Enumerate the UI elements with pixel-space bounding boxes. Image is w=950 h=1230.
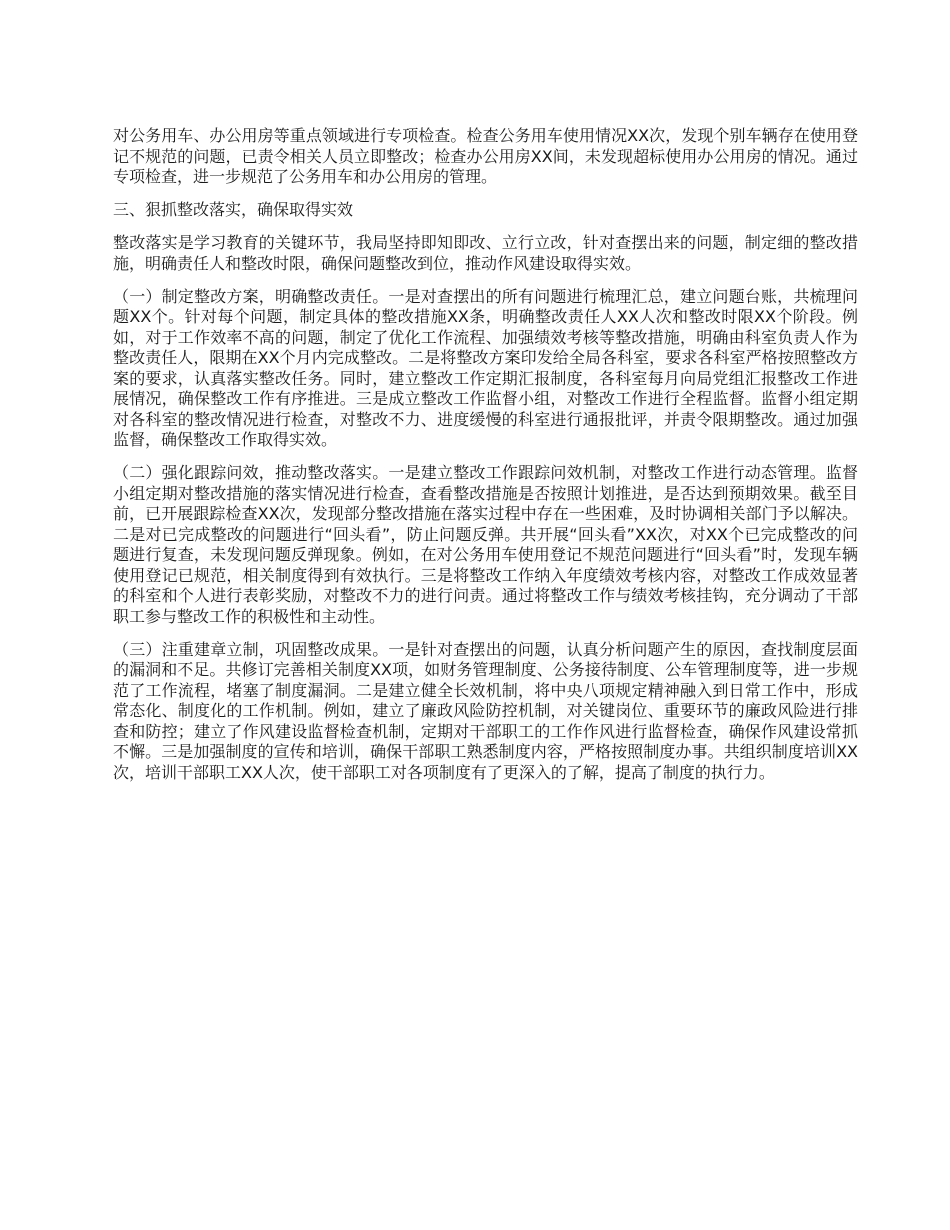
section-heading-rectification: 三、狠抓整改落实，确保取得实效 [113, 200, 354, 219]
document-body [113, 126, 858, 796]
paragraph-tracking-accountability: （二）强化跟踪问效，推动整改落实。一是建立整改工作跟踪问效机制，对整改工作进行动态管理。监督小组定期对整改措施的落实情况进行检查，查看整改措施是否按照计划推进，是否达到预期效果。截至目前，已开展跟踪检查XX次，发现部分整改措施在落实过程中存在一些困难，及时协调相关部门予以解决。二是对已完成整改的问题进行“回头看”，防止问题反弹。共开展“回头看”XX次，对XX个已完成整改的问题进行复查，未发现问题反弹现象。例如，在对公务用车使用登记不规范问题进行“回头看”时，发现车辆使用登记已规范，相关制度得到有效执行。三是将整改工作纳入年度绩效考核内容，对整改工作成效显著的科室和个人进行表彰奖励，对整改不力的进行问责。通过将整改工作与绩效考核挂钩，充分调动了干部职工参与整改工作的积极性和主动性。 [113, 463, 858, 626]
paragraph-institution-building: （三）注重建章立制，巩固整改成果。一是针对查摆出的问题，认真分析问题产生的原因，查找制度层面的漏洞和不足。共修订完善相关制度XX项，如财务管理制度、公务接待制度、公车管理制度等，进一步规范了工作流程，堵塞了制度漏洞。二是建立健全长效机制，将中央八项规定精神融入到日常工作中，形成常态化、制度化的工作机制。例如，建立了廉政风险防控机制，对关键岗位、重要环节的廉政风险进行排查和防控；建立了作风建设监督检查机制，定期对干部职工的工作作风进行监督检查，确保作风建设常抓不懈。三是加强制度的宣传和培训，确保干部职工熟悉制度内容，严格按照制度办事。共组织制度培训XX次，培训干部职工XX人次，使干部职工对各项制度有了更深入的了解，提高了制度的执行力。 [113, 639, 858, 782]
paragraph-rectification-intro: 整改落实是学习教育的关键环节，我局坚持即知即改、立行立改，针对查摆出来的问题，制定细的整改措施，明确责任人和整改时限，确保问题整改到位，推动作风建设取得实效。 [113, 233, 858, 273]
paragraph-special-inspection: 对公务用车、办公用房等重点领域进行专项检查。检查公务用车使用情况XX次，发现个别车辆存在使用登记不规范的问题，已责令相关人员立即整改；检查办公用房XX间，未发现超标使用办公用房的情况。通过专项检查，进一步规范了公务用车和办公用房的管理。 [113, 126, 858, 186]
paragraph-rectification-plan: （一）制定整改方案，明确整改责任。一是对查摆出的所有问题进行梳理汇总，建立问题台账，共梳理问题XX个。针对每个问题，制定具体的整改措施XX条，明确整改责任人XX人次和整改时限XX个阶段。例如，对于工作效率不高的问题，制定了优化工作流程、加强绩效考核等整改措施，明确由科室负责人作为整改责任人，限期在XX个月内完成整改。二是将整改方案印发给全局各科室，要求各科室严格按照整改方案的要求，认真落实整改任务。同时，建立整改工作定期汇报制度，各科室每月向局党组汇报整改工作进展情况，确保整改工作有序推进。三是成立整改工作监督小组，对整改工作进行全程监督。监督小组定期对各科室的整改情况进行检查，对整改不力、进度缓慢的科室进行通报批评，并责令限期整改。通过加强监督，确保整改工作取得实效。 [113, 286, 858, 449]
